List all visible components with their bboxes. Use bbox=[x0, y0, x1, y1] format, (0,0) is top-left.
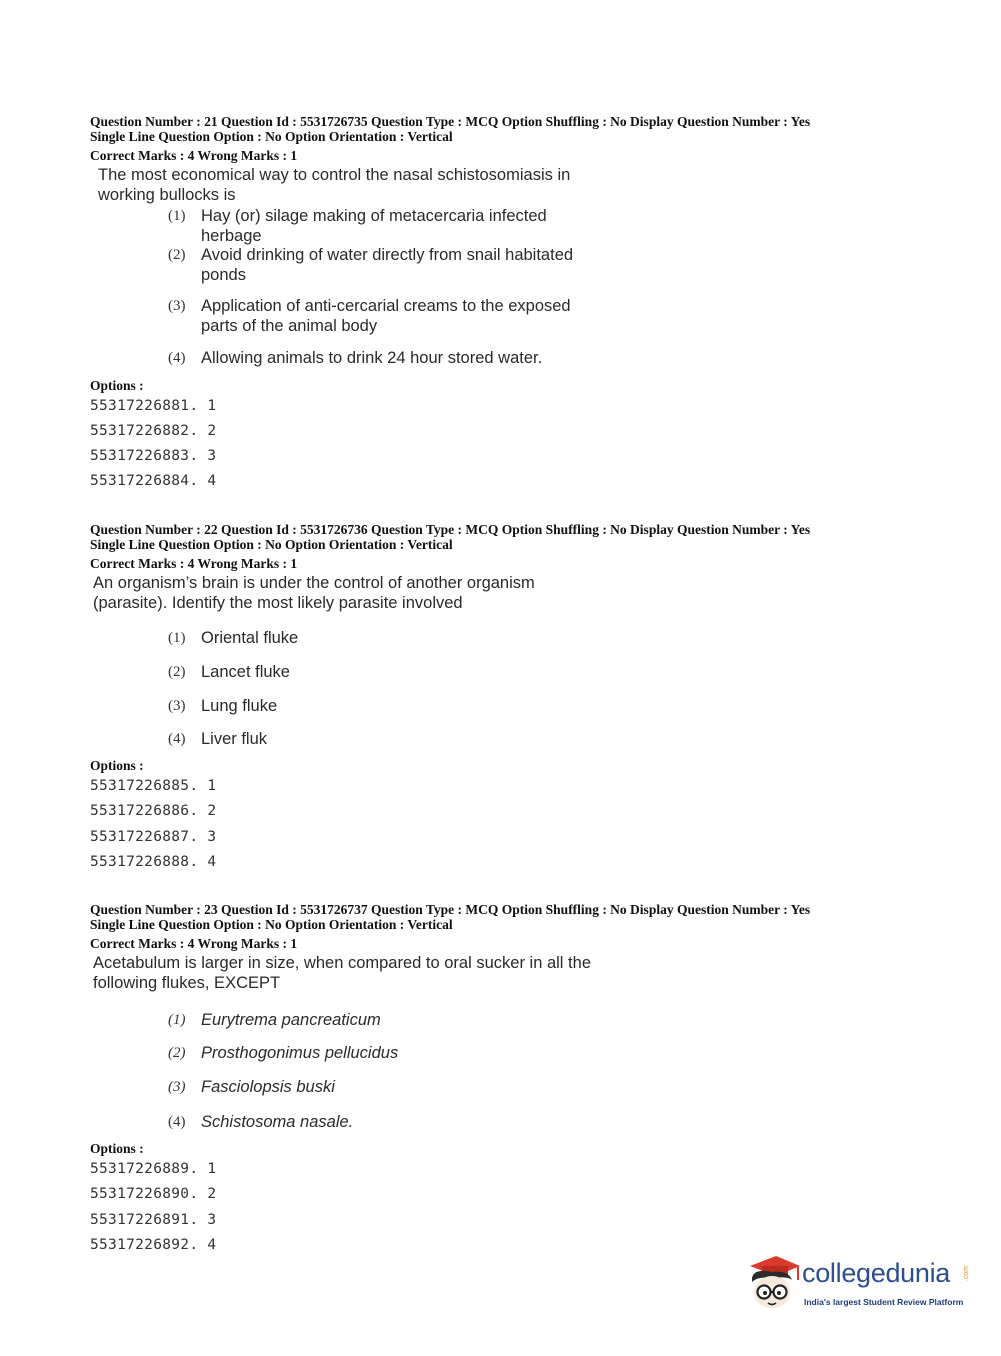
question-meta-line-1: Question Number : 22 Question Id : 5531726736 Question Type : MCQ Option Shuffling : No Display Question Number : Yes bbox=[90, 522, 811, 537]
option-code: 55317226886. 2 bbox=[90, 803, 217, 819]
option-code: 55317226881. 1 bbox=[90, 398, 217, 414]
answer-option-3: (3) Application of anti-cercarial creams to the exposed parts of the animal body bbox=[168, 297, 571, 335]
question-block-21 bbox=[90, 114, 950, 489]
marks-info: Correct Marks : 4 Wrong Marks : 1 bbox=[90, 148, 298, 163]
question-block-23 bbox=[90, 902, 950, 1253]
option-code: 55317226885. 1 bbox=[90, 778, 217, 794]
question-meta-line-2: Single Line Question Option : No Option Orientation : Vertical bbox=[90, 917, 453, 932]
option-code: 55317226889. 1 bbox=[90, 1161, 217, 1177]
question-stem: Acetabulum is larger in size, when compared to oral sucker in all the following flukes, EXCEPT bbox=[93, 954, 591, 992]
logo-suffix: .com bbox=[963, 1266, 970, 1282]
answer-option-4: (4) Liver fluk bbox=[168, 730, 268, 748]
question-meta-line-1: Question Number : 23 Question Id : 5531726737 Question Type : MCQ Option Shuffling : No Display Question Number : Yes bbox=[90, 902, 811, 917]
option-code: 55317226884. 4 bbox=[90, 473, 217, 489]
question-block-22 bbox=[90, 522, 950, 870]
answer-option-3: (3) Fasciolopsis buski bbox=[168, 1078, 335, 1096]
option-code: 55317226888. 4 bbox=[90, 854, 217, 870]
answer-option-4: (4) Schistosoma nasale. bbox=[168, 1113, 354, 1131]
question-stem: An organism’s brain is under the control of another organism (parasite). Identify the most likely parasite involved bbox=[93, 574, 535, 612]
answer-option-1: (1) Oriental fluke bbox=[168, 629, 299, 647]
marks-info: Correct Marks : 4 Wrong Marks : 1 bbox=[90, 556, 298, 571]
logo-wordmark: collegedunia bbox=[802, 1258, 951, 1288]
options-label: Options : bbox=[90, 758, 144, 773]
options-label: Options : bbox=[90, 1141, 144, 1156]
answer-option-4: (4) Allowing animals to drink 24 hour stored water. bbox=[168, 349, 543, 367]
option-code: 55317226883. 3 bbox=[90, 448, 217, 464]
answer-option-1: (1) Hay (or) silage making of metacercaria infected herbage bbox=[168, 207, 547, 245]
answer-option-2: (2) Prosthogonimus pellucidus bbox=[168, 1044, 399, 1062]
answer-option-2: (2) Lancet fluke bbox=[168, 663, 290, 681]
question-meta-line-1: Question Number : 21 Question Id : 5531726735 Question Type : MCQ Option Shuffling : No Display Question Number : Yes bbox=[90, 114, 811, 129]
option-code: 55317226882. 2 bbox=[90, 423, 217, 439]
option-code: 55317226887. 3 bbox=[90, 829, 217, 845]
question-stem: The most economical way to control the nasal schistosomiasis in working bullocks is bbox=[98, 166, 571, 204]
option-code: 55317226891. 3 bbox=[90, 1212, 217, 1228]
logo-tagline: India's largest Student Review Platform bbox=[804, 1297, 964, 1307]
options-label: Options : bbox=[90, 378, 144, 393]
collegedunia-logo[interactable] bbox=[742, 1252, 972, 1316]
option-code: 55317226890. 2 bbox=[90, 1186, 217, 1202]
answer-option-2: (2) Avoid drinking of water directly from snail habitated ponds bbox=[168, 246, 574, 284]
question-meta-line-2: Single Line Question Option : No Option Orientation : Vertical bbox=[90, 129, 453, 144]
mascot-icon bbox=[742, 1252, 802, 1312]
option-code: 55317226892. 4 bbox=[90, 1237, 217, 1253]
marks-info: Correct Marks : 4 Wrong Marks : 1 bbox=[90, 936, 298, 951]
answer-option-3: (3) Lung fluke bbox=[168, 697, 278, 715]
question-meta-line-2: Single Line Question Option : No Option Orientation : Vertical bbox=[90, 537, 453, 552]
answer-option-1: (1) Eurytrema pancreaticum bbox=[168, 1011, 381, 1029]
